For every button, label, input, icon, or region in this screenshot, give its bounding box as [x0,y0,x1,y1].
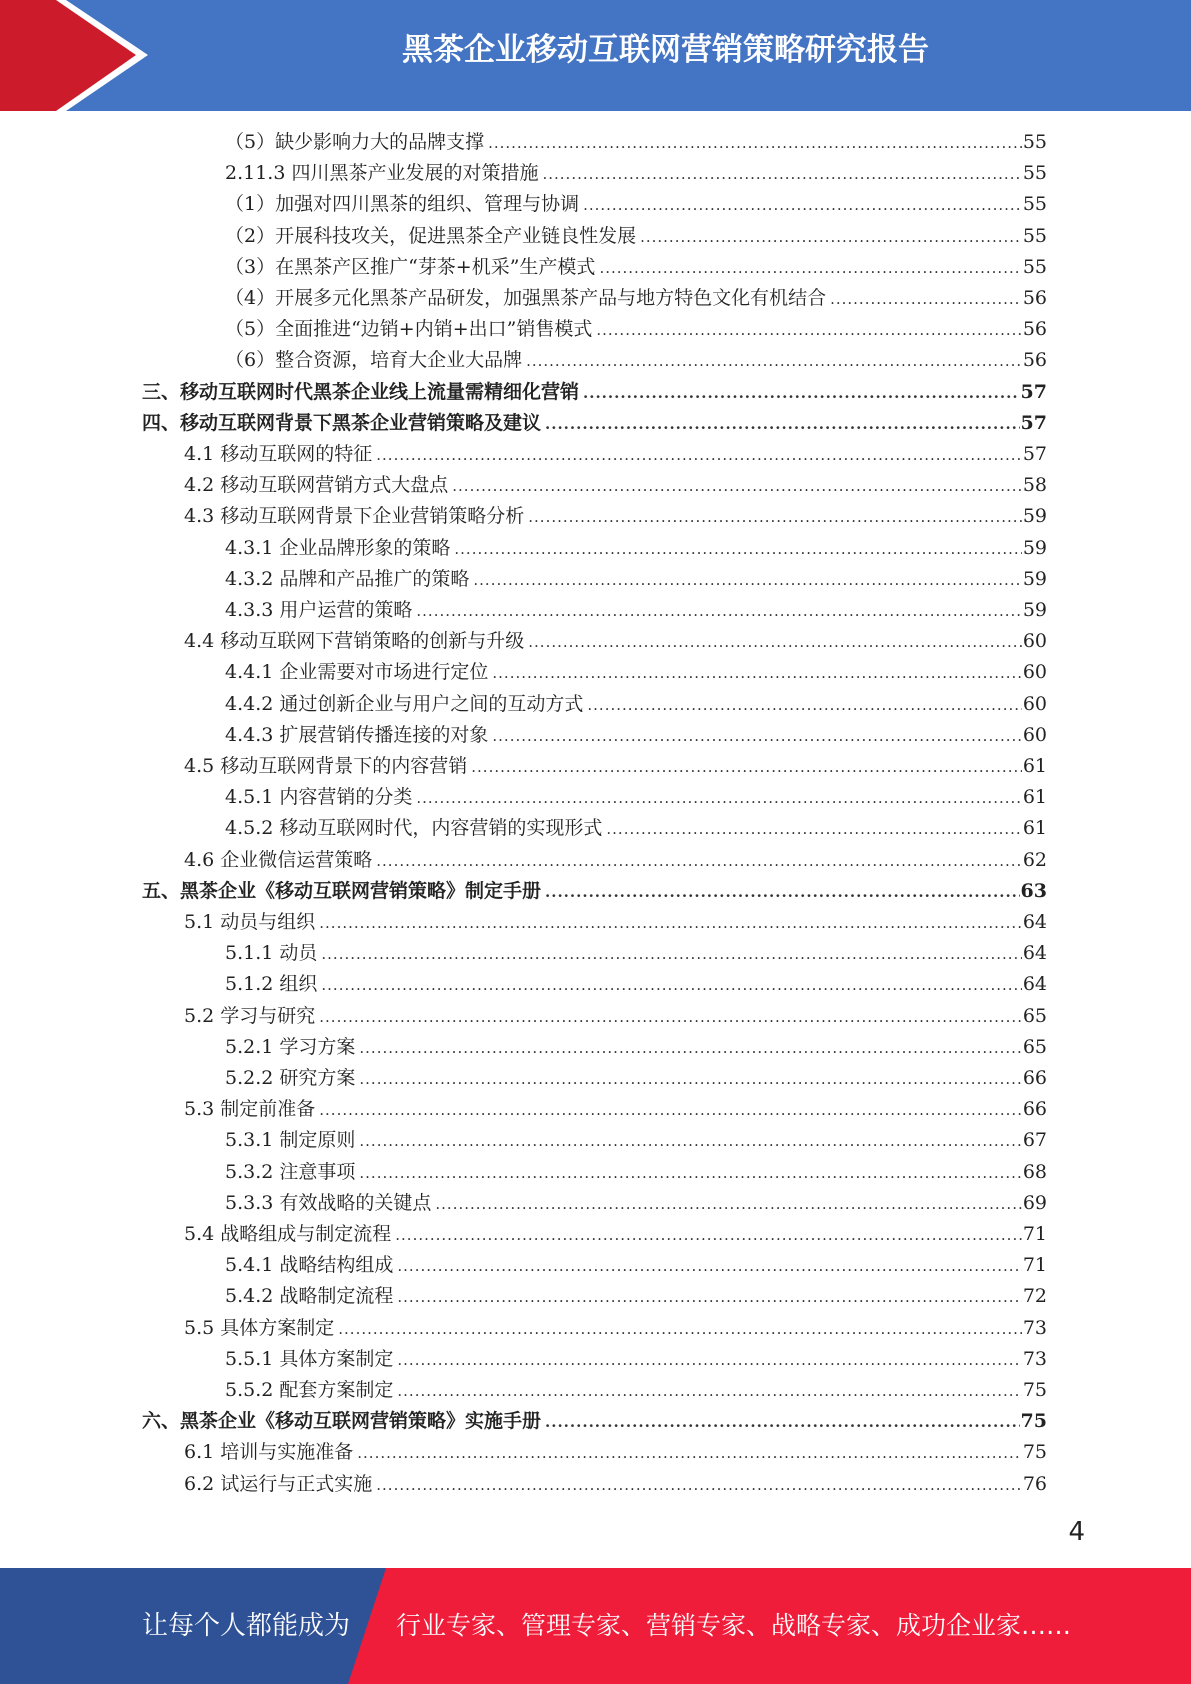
toc-entry-page: 55 [1022,162,1047,185]
toc-entry[interactable] [225,657,1047,688]
toc-entry-title: 4.5 移动互联网背景下的内容营销 [184,755,468,777]
toc-leader-dots [454,534,1021,565]
toc-entry-title: 5.4.2 战略制定流程 [225,1285,394,1308]
toc-entry-page: 73 [1022,1316,1047,1339]
toc-entry-title: 5.2 学习与研究 [184,1004,316,1027]
toc-entry[interactable] [184,1469,1047,1500]
toc-leader-dots [488,128,1022,159]
toc-leader-dots [359,1033,1021,1064]
toc-leader-dots [471,752,1022,783]
toc-entry[interactable] [142,1406,1047,1437]
toc-entry-title: 4.4.2 通过创新企业与用户之间的互动方式 [225,692,584,715]
toc-entry-title: 4.6 企业微信运营策略 [184,848,373,871]
toc-entry-page: 65 [1022,1004,1047,1027]
toc-entry[interactable] [225,1281,1047,1312]
toc-entry-title: （4）开展多元化黑茶产品研发，加强黑茶产品与地方特色文化有机结合 [225,287,827,309]
toc-leader-dots [397,1282,1021,1313]
toc-entry-page: 75 [1022,1441,1047,1464]
toc-leader-dots [473,565,1021,596]
toc-entry-page: 67 [1022,1129,1047,1152]
toc-entry[interactable] [225,595,1047,626]
toc-entry[interactable] [225,533,1047,564]
toc-entry-page: 56 [1022,287,1047,309]
toc-entry[interactable] [225,314,1047,345]
toc-entry-title: （2）开展科技攻关，促进黑茶全产业链良性发展 [225,224,637,247]
toc-entry-page: 64 [1022,942,1047,965]
toc-leader-dots [338,1314,1022,1345]
toc-entry-title: 四、移动互联网背景下黑茶企业营销策略及建议 [142,411,542,434]
toc-leader-dots [376,1470,1022,1501]
toc-entry-page: 59 [1022,567,1047,590]
toc-entry[interactable] [184,1437,1047,1468]
toc-entry-title: 4.5.1 内容营销的分类 [225,786,413,809]
toc-entry-title: 三、移动互联网时代黑茶企业线上流量需精细化营销 [142,380,580,403]
toc-leader-dots [599,253,1021,284]
toc-entry-page: 59 [1022,536,1047,559]
toc-leader-dots [376,846,1022,877]
toc-entry-title: 六、黑茶企业《移动互联网营销策略》实施手册 [142,1410,542,1433]
toc-entry-title: 5.1.2 组织 [225,973,318,996]
toc-leader-dots [359,1126,1021,1157]
toc-entry[interactable] [184,1219,1047,1250]
toc-entry-page: 59 [1022,599,1047,621]
toc-entry-title: 4.3.1 企业品牌形象的策略 [225,536,451,559]
toc-entry[interactable] [184,470,1047,501]
toc-leader-dots [416,596,1021,627]
toc-leader-dots [492,721,1021,752]
toc-entry-page: 76 [1022,1472,1047,1495]
toc-entry-title: 5.5.2 配套方案制定 [225,1379,394,1401]
toc-entry-title: （1）加强对四川黑茶的组织、管理与协调 [225,193,580,216]
toc-entry-title: 五、黑茶企业《移动互联网营销策略》制定手册 [142,879,542,902]
toc-entry[interactable] [225,1250,1047,1281]
report-title: 黑茶企业移动互联网营销策略研究报告 [402,32,929,68]
toc-leader-dots [545,409,1020,440]
toc-entry-page: 55 [1022,255,1047,278]
toc-leader-dots [397,1376,1021,1407]
toc-leader-dots [376,440,1022,471]
toc-entry-page: 60 [1022,630,1047,653]
toc-entry[interactable] [225,782,1047,813]
toc-entry[interactable] [225,1375,1047,1406]
toc-entry-page: 72 [1022,1285,1047,1308]
toc-entry[interactable] [225,720,1047,751]
toc-entry-title: 6.2 试运行与正式实施 [184,1472,373,1495]
toc-entry[interactable] [225,221,1047,252]
toc-leader-dots [528,502,1022,533]
toc-entry[interactable] [225,1344,1047,1375]
toc-leader-dots [319,1002,1022,1033]
toc-entry-page: 55 [1022,131,1047,153]
toc-entry-page: 55 [1022,193,1047,216]
toc-entry-title: （3）在黑茶产区推广“芽茶+机采”生产模式 [225,255,596,278]
toc-entry-page: 60 [1022,661,1047,684]
toc-entry[interactable] [184,1313,1047,1344]
toc-leader-dots [545,877,1020,908]
toc-leader-dots [528,627,1022,658]
toc-entry-title: 5.3 制定前准备 [184,1098,316,1121]
toc-entry-page: 64 [1022,911,1047,933]
toc-entry-title: （5）全面推进“边销+内销+出口”销售模式 [225,318,593,341]
toc-entry-title: 5.3.2 注意事项 [225,1160,356,1183]
toc-entry-page: 73 [1022,1347,1047,1370]
toc-entry-title: 5.1 动员与组织 [184,911,316,933]
toc-entry[interactable] [184,1001,1047,1032]
page-number: 4 [1068,1517,1085,1547]
toc-entry-title: 4.4.1 企业需要对市场进行定位 [225,661,489,684]
toc-entry-title: （6）整合资源，培育大企业大品牌 [225,349,523,372]
toc-entry-page: 75 [1020,1410,1047,1433]
toc-entry-title: 5.3.1 制定原则 [225,1129,356,1152]
toc-leader-dots [545,1407,1020,1438]
toc-entry-page: 68 [1022,1160,1047,1183]
toc-entry[interactable] [225,189,1047,220]
toc-entry[interactable] [184,845,1047,876]
toc-entry-title: 5.4 战略组成与制定流程 [184,1223,392,1245]
toc-leader-dots [526,346,1022,377]
toc-entry[interactable] [225,813,1047,844]
toc-leader-dots [596,315,1021,346]
toc-leader-dots [395,1220,1022,1251]
toc-entry-page: 57 [1020,411,1047,434]
toc-entry-page: 66 [1022,1067,1047,1089]
toc-entry[interactable] [184,1094,1047,1125]
toc-leader-dots [587,690,1021,721]
toc-leader-dots [357,1438,1022,1469]
toc-entry[interactable] [225,283,1047,314]
toc-entry[interactable] [184,626,1047,657]
toc-entry[interactable] [184,439,1047,470]
toc-leader-dots [359,1064,1021,1095]
toc-leader-dots [435,1189,1021,1220]
toc-leader-dots [397,1345,1021,1376]
toc-entry-page: 59 [1022,505,1047,528]
toc-entry[interactable] [225,689,1047,720]
toc-entry-title: 4.2 移动互联网营销方式大盘点 [184,474,449,497]
toc-entry-page: 57 [1020,380,1047,403]
toc-entry[interactable] [225,1032,1047,1063]
toc-entry[interactable] [184,907,1047,938]
toc-entry-page: 71 [1022,1223,1047,1245]
toc-entry-page: 64 [1022,973,1047,996]
toc-entry[interactable] [225,938,1047,969]
toc-entry-title: 5.5.1 具体方案制定 [225,1347,394,1370]
toc-entry-page: 56 [1022,318,1047,341]
footer-slogan-right: 行业专家、管理专家、营销专家、战略专家、成功企业家…… [396,1611,1072,1640]
toc-entry-page: 57 [1022,443,1047,465]
toc-entry[interactable] [225,1125,1047,1156]
toc-entry-page: 55 [1022,224,1047,247]
toc-entry[interactable] [225,1063,1047,1094]
toc-leader-dots [321,970,1021,1001]
toc-entry[interactable] [142,377,1047,408]
footer-slogan-left: 让每个人都能成为 [142,1611,351,1641]
toc-entry-page: 61 [1022,786,1047,809]
toc-entry[interactable] [225,252,1047,283]
toc-entry-title: 5.3.3 有效战略的关键点 [225,1191,432,1214]
toc-entry-title: 5.2.1 学习方案 [225,1035,356,1058]
toc-entry[interactable] [225,345,1047,376]
toc-entry-page: 58 [1022,474,1047,497]
toc-entry-title: 4.3.2 品牌和产品推广的策略 [225,567,470,590]
toc-entry-title: 4.4 移动互联网下营销策略的创新与升级 [184,630,525,653]
page-footer [0,1568,1191,1684]
toc-entry[interactable] [225,1188,1047,1219]
toc-entry-title: 4.3.3 用户运营的策略 [225,599,413,621]
toc-leader-dots [319,908,1022,939]
toc-entry[interactable] [184,501,1047,532]
toc-leader-dots [542,159,1021,190]
toc-entry-title: 5.4.1 战略结构组成 [225,1254,394,1277]
toc-entry[interactable] [225,158,1047,189]
toc-leader-dots [452,471,1022,502]
toc-leader-dots [416,783,1021,814]
toc-entry-page: 69 [1022,1191,1047,1214]
toc-entry[interactable] [184,751,1047,782]
toc-entry-page: 60 [1022,692,1047,715]
toc-entry-page: 56 [1022,349,1047,372]
toc-leader-dots [640,222,1022,253]
toc-entry[interactable] [225,1157,1047,1188]
toc-entry-page: 60 [1022,723,1047,746]
toc-entry-page: 63 [1020,879,1047,902]
toc-leader-dots [321,939,1021,970]
toc-leader-dots [319,1095,1022,1126]
toc-entry-title: 4.4.3 扩展营销传播连接的对象 [225,723,489,746]
toc-leader-dots [359,1158,1021,1189]
toc-leader-dots [492,658,1021,689]
toc-entry-page: 71 [1022,1254,1047,1277]
toc-entry-title: 5.1.1 动员 [225,942,318,965]
toc-leader-dots [830,284,1022,315]
toc-entry[interactable] [225,127,1047,158]
toc-entry-page: 75 [1022,1379,1047,1401]
toc-entry-title: 4.3 移动互联网背景下企业营销策略分析 [184,505,525,528]
toc-entry-page: 66 [1022,1098,1047,1121]
toc-entry-title: 5.5 具体方案制定 [184,1316,335,1339]
toc-leader-dots [606,814,1021,845]
toc-leader-dots [583,378,1020,409]
toc-entry[interactable] [142,408,1047,439]
toc-leader-dots [583,190,1022,221]
toc-entry-page: 61 [1022,817,1047,840]
page-header [0,0,1191,111]
toc-entry-title: 4.5.2 移动互联网时代，内容营销的实现形式 [225,817,603,840]
toc-entry-title: 2.11.3 四川黑茶产业发展的对策措施 [225,162,539,185]
toc-entry-title: （5）缺少影响力大的品牌支撑 [225,131,485,153]
toc-entry-title: 6.1 培训与实施准备 [184,1441,354,1464]
toc-entry-page: 65 [1022,1035,1047,1058]
toc-entry[interactable] [225,564,1047,595]
toc-entry-page: 62 [1022,848,1047,871]
toc-entry[interactable] [142,876,1047,907]
toc-leader-dots [397,1251,1021,1282]
toc-entry-page: 61 [1022,755,1047,777]
toc-entry-title: 4.1 移动互联网的特征 [184,443,373,465]
toc-entry-title: 5.2.2 研究方案 [225,1067,356,1089]
toc-entry[interactable] [225,969,1047,1000]
